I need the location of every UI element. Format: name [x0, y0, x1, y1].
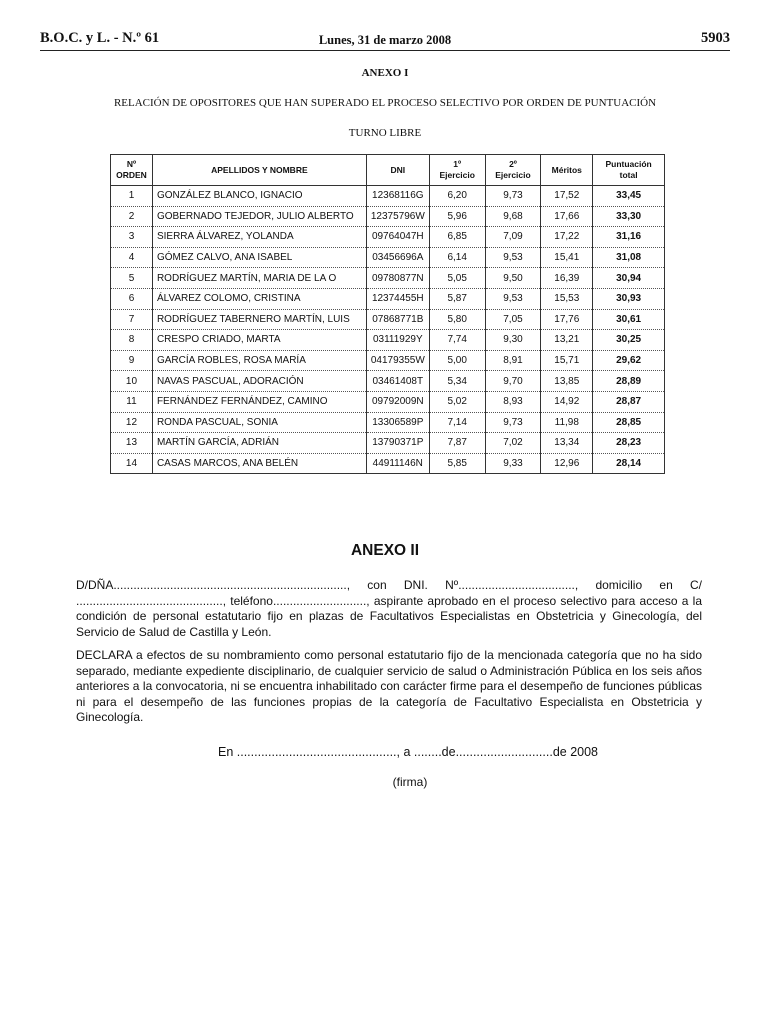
cell-ejercicio2: 7,09 — [485, 227, 541, 248]
cell-dni: 04179355W — [366, 350, 429, 371]
publication-date: Lunes, 31 de marzo 2008 — [318, 33, 452, 47]
cell-meritos: 13,85 — [541, 371, 593, 392]
cell-total: 28,85 — [593, 412, 665, 433]
cell-dni: 13790371P — [366, 433, 429, 454]
cell-ejercicio2: 9,53 — [485, 247, 541, 268]
cell-meritos: 17,76 — [541, 309, 593, 330]
table-row — [111, 350, 665, 371]
cell-orden: 3 — [111, 227, 153, 248]
col-dni-header: DNI — [366, 155, 429, 186]
cell-dni: 12375796W — [366, 206, 429, 227]
anexo-1-subtitle: RELACIÓN DE OPOSITORES QUE HAN SUPERADO EL PROCESO SELECTIVO POR ORDEN DE PUNTUACIÓN — [113, 97, 657, 109]
cell-ejercicio1: 6,85 — [429, 227, 485, 248]
table-row — [111, 309, 665, 330]
cell-orden: 14 — [111, 453, 153, 474]
cell-ejercicio2: 9,33 — [485, 453, 541, 474]
col-ejercicio2-header: 2º Ejercicio — [485, 155, 541, 186]
cell-ejercicio2: 9,30 — [485, 330, 541, 351]
cell-total: 31,08 — [593, 247, 665, 268]
cell-dni: 12368116G — [366, 186, 429, 207]
table-row — [111, 186, 665, 207]
cell-ejercicio1: 6,14 — [429, 247, 485, 268]
cell-dni: 09792009N — [366, 391, 429, 412]
cell-nombre: GARCÍA ROBLES, ROSA MARÍA — [152, 350, 366, 371]
cell-ejercicio1: 5,96 — [429, 206, 485, 227]
cell-meritos: 15,53 — [541, 288, 593, 309]
cell-nombre: MARTÍN GARCÍA, ADRIÁN — [152, 433, 366, 454]
cell-ejercicio1: 5,87 — [429, 288, 485, 309]
table-row — [111, 247, 665, 268]
cell-total: 28,23 — [593, 433, 665, 454]
cell-orden: 11 — [111, 391, 153, 412]
cell-ejercicio1: 7,87 — [429, 433, 485, 454]
cell-total: 31,16 — [593, 227, 665, 248]
cell-dni: 13306589P — [366, 412, 429, 433]
col-total-header: Puntuación total — [593, 155, 665, 186]
cell-ejercicio1: 5,80 — [429, 309, 485, 330]
cell-nombre: GÓMEZ CALVO, ANA ISABEL — [152, 247, 366, 268]
cell-ejercicio1: 6,20 — [429, 186, 485, 207]
cell-dni: 03461408T — [366, 371, 429, 392]
cell-orden: 4 — [111, 247, 153, 268]
cell-total: 28,89 — [593, 371, 665, 392]
cell-meritos: 17,66 — [541, 206, 593, 227]
cell-ejercicio2: 9,73 — [485, 186, 541, 207]
cell-orden: 7 — [111, 309, 153, 330]
cell-ejercicio1: 7,74 — [429, 330, 485, 351]
cell-orden: 5 — [111, 268, 153, 289]
cell-meritos: 15,71 — [541, 350, 593, 371]
declaration-paragraph: DECLARA a efectos de su nombramiento como personal estatutario fijo de la mencionada categoría que no ha sido separado, mediante expediente disciplinario, de cualquier servicio de salud o Administración Pública en los seis años anteriores a la convocatoria, ni se encuentra inhabilitado con carácter firme para el desempeño de funciones públicas ni para el desempeño de las funciones propias de la categoría de Facultativo Especialista en Obstetricia y Ginecología. — [76, 648, 702, 724]
cell-orden: 10 — [111, 371, 153, 392]
cell-orden: 6 — [111, 288, 153, 309]
cell-meritos: 14,92 — [541, 391, 593, 412]
cell-nombre: NAVAS PASCUAL, ADORACIÓN — [152, 371, 366, 392]
cell-dni: 44911146N — [366, 453, 429, 474]
col-orden-header: Nº ORDEN — [111, 155, 153, 186]
anexo-2-title: ANEXO II — [350, 542, 420, 559]
table-row — [111, 433, 665, 454]
cell-meritos: 15,41 — [541, 247, 593, 268]
table-body — [111, 186, 665, 474]
cell-meritos: 12,96 — [541, 453, 593, 474]
cell-nombre: GONZÁLEZ BLANCO, IGNACIO — [152, 186, 366, 207]
cell-total: 30,93 — [593, 288, 665, 309]
cell-meritos: 11,98 — [541, 412, 593, 433]
place-date-line: En .............................................., a ........de............................de 2008 — [218, 745, 598, 759]
table-row — [111, 412, 665, 433]
cell-ejercicio2: 9,73 — [485, 412, 541, 433]
cell-ejercicio2: 9,70 — [485, 371, 541, 392]
cell-total: 29,62 — [593, 350, 665, 371]
cell-ejercicio1: 5,00 — [429, 350, 485, 371]
cell-dni: 12374455H — [366, 288, 429, 309]
cell-ejercicio2: 8,93 — [485, 391, 541, 412]
anexo-1-title: ANEXO I — [361, 67, 409, 79]
cell-nombre: CASAS MARCOS, ANA BELÉN — [152, 453, 366, 474]
journal-reference: B.O.C. y L. - N.º 61 — [40, 30, 160, 46]
cell-orden: 9 — [111, 350, 153, 371]
cell-orden: 8 — [111, 330, 153, 351]
cell-ejercicio1: 5,34 — [429, 371, 485, 392]
cell-ejercicio1: 5,05 — [429, 268, 485, 289]
declarant-paragraph: D/DÑA......................................................................, con DNI. Nº..................................., domicilio en C/ ............................................, teléfono............................, aspirante aprobado en el proceso selectivo para acceso a la condición de personal estatutario fijo en plazas de Facultativos Especialistas en Obstetricia y Ginecología, del Servicio de Salud de Castilla y León. — [76, 578, 702, 639]
cell-ejercicio1: 5,02 — [429, 391, 485, 412]
cell-total: 28,14 — [593, 453, 665, 474]
cell-meritos: 17,52 — [541, 186, 593, 207]
cell-ejercicio2: 7,02 — [485, 433, 541, 454]
cell-total: 30,61 — [593, 309, 665, 330]
table-row — [111, 453, 665, 474]
cell-dni: 07868771B — [366, 309, 429, 330]
cell-meritos: 16,39 — [541, 268, 593, 289]
cell-total: 30,94 — [593, 268, 665, 289]
signature-label: (firma) — [392, 775, 428, 789]
cell-ejercicio2: 9,53 — [485, 288, 541, 309]
cell-dni: 09780877N — [366, 268, 429, 289]
cell-nombre: FERNÁNDEZ FERNÁNDEZ, CAMINO — [152, 391, 366, 412]
cell-orden: 2 — [111, 206, 153, 227]
header-rule — [40, 50, 730, 51]
col-ejercicio1-header: 1º Ejercicio — [429, 155, 485, 186]
cell-ejercicio1: 5,85 — [429, 453, 485, 474]
cell-meritos: 13,21 — [541, 330, 593, 351]
cell-ejercicio2: 7,05 — [485, 309, 541, 330]
cell-dni: 03111929Y — [366, 330, 429, 351]
turno-heading: TURNO LIBRE — [348, 127, 422, 139]
col-nombre-header: APELLIDOS Y NOMBRE — [152, 155, 366, 186]
cell-total: 28,87 — [593, 391, 665, 412]
cell-orden: 12 — [111, 412, 153, 433]
cell-nombre: SIERRA ÁLVAREZ, YOLANDA — [152, 227, 366, 248]
table-row — [111, 330, 665, 351]
cell-meritos: 17,22 — [541, 227, 593, 248]
cell-nombre: RONDA PASCUAL, SONIA — [152, 412, 366, 433]
cell-total: 33,30 — [593, 206, 665, 227]
table-row — [111, 268, 665, 289]
cell-nombre: RODRÍGUEZ MARTÍN, MARIA DE LA O — [152, 268, 366, 289]
results-table — [110, 154, 665, 474]
cell-nombre: RODRÍGUEZ TABERNERO MARTÍN, LUIS — [152, 309, 366, 330]
cell-total: 33,45 — [593, 186, 665, 207]
cell-nombre: ÁLVAREZ COLOMO, CRISTINA — [152, 288, 366, 309]
table-row — [111, 288, 665, 309]
cell-dni: 03456696A — [366, 247, 429, 268]
cell-ejercicio2: 9,68 — [485, 206, 541, 227]
cell-orden: 1 — [111, 186, 153, 207]
page-number: 5903 — [701, 30, 730, 46]
table-row — [111, 371, 665, 392]
cell-ejercicio1: 7,14 — [429, 412, 485, 433]
cell-nombre: CRESPO CRIADO, MARTA — [152, 330, 366, 351]
cell-dni: 09764047H — [366, 227, 429, 248]
cell-ejercicio2: 8,91 — [485, 350, 541, 371]
col-meritos-header: Méritos — [541, 155, 593, 186]
table-header-row — [111, 155, 665, 186]
cell-meritos: 13,34 — [541, 433, 593, 454]
cell-nombre: GOBERNADO TEJEDOR, JULIO ALBERTO — [152, 206, 366, 227]
cell-orden: 13 — [111, 433, 153, 454]
table-row — [111, 206, 665, 227]
table-row — [111, 227, 665, 248]
cell-ejercicio2: 9,50 — [485, 268, 541, 289]
cell-total: 30,25 — [593, 330, 665, 351]
table-row — [111, 391, 665, 412]
